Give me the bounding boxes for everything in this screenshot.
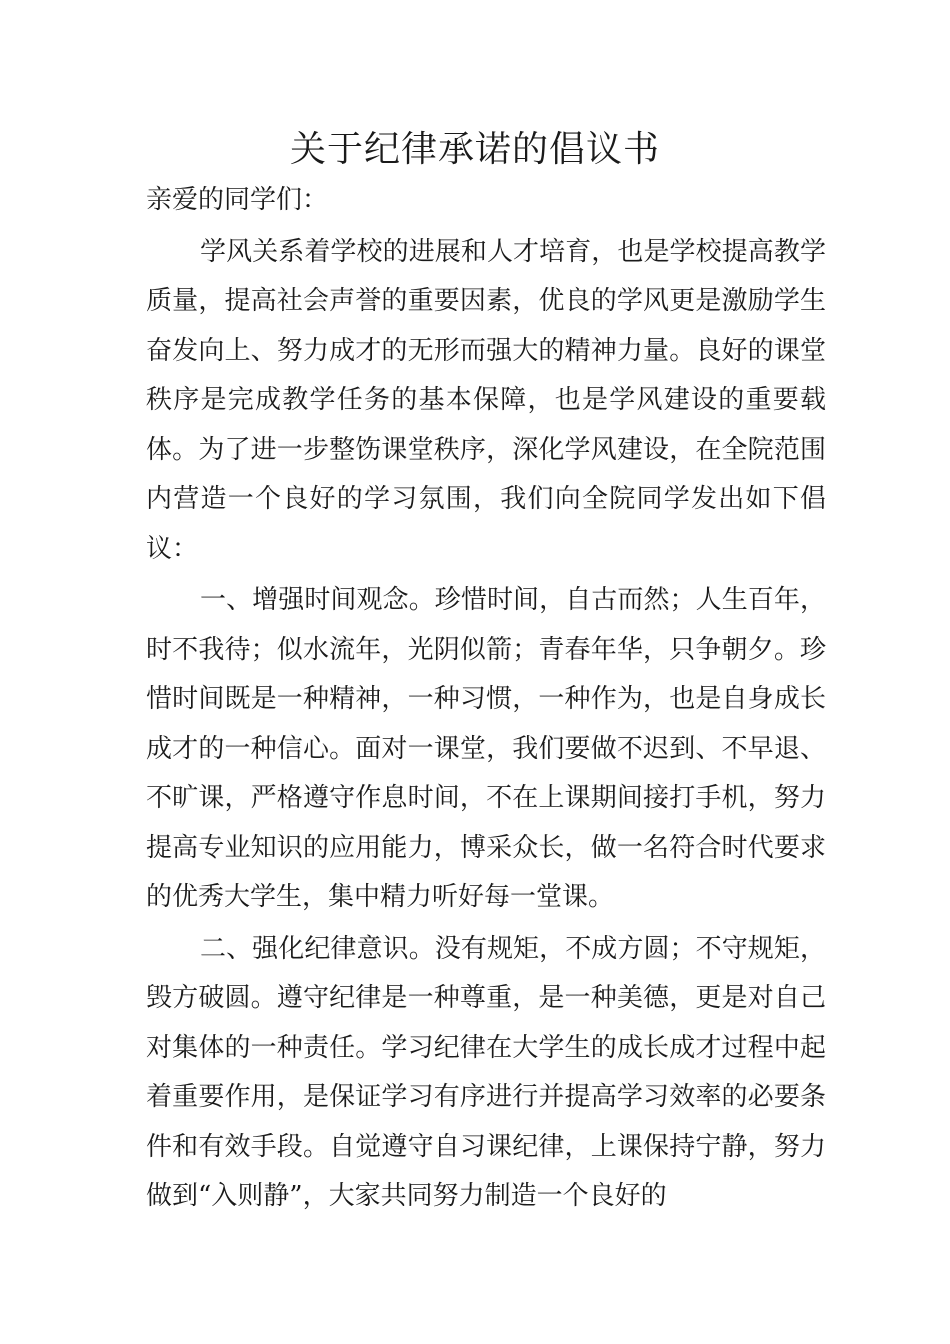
salutation: 亲爱的同学们： [146, 185, 329, 215]
document-body [146, 176, 826, 1222]
paragraph-time-awareness: 一、增强时间观念。珍惜时间，自古而然；人生百年，时不我待；似水流年，光阴似箭；青春年华，只争朝夕。珍惜时间既是一种精神，一种习惯，一种作为，也是自身成长成才的一种信心。面对一课堂，我们要做不迟到、不早退、不旷课，严格遵守作息时间，不在上课期间接打手机，努力提高专业知识的应用能力，博采众长，做一名符合时代要求的优秀大学生，集中精力听好每一堂课。 [146, 585, 826, 912]
paragraph-discipline-awareness: 二、强化纪律意识。没有规矩，不成方圆；不守规矩，毁方破圆。遵守纪律是一种尊重，是一种美德，更是对自己对集体的一种责任。学习纪律在大学生的成长成才过程中起着重要作用，是保证学习有序进行并提高学习效率的必要条件和有效手段。自觉遵守自习课纪律，上课保持宁静，努力做到“入则静”，大家共同努力制造一个良好的 [146, 933, 826, 1211]
document-title: 关于纪律承诺的倡议书 [289, 129, 660, 170]
paragraph-intro: 学风关系着学校的进展和人才培育，也是学校提高教学质量，提高社会声誉的重要因素，优良的学风更是激励学生奋发向上、努力成才的无形而强大的精神力量。良好的课堂秩序是完成教学任务的基本保障，也是学风建设的重要载体。为了进一步整饬课堂秩序，深化学风建设，在全院范围内营造一个良好的学习氛围，我们向全院同学发出如下倡议： [146, 236, 826, 564]
